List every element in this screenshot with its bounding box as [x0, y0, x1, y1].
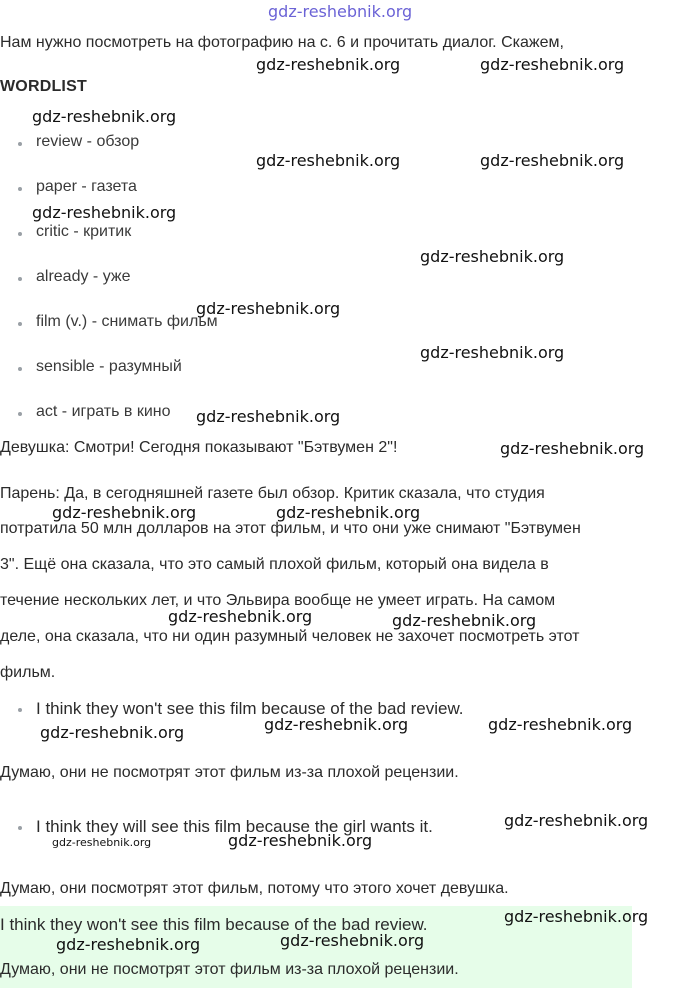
- watermark: gdz-reshebnik.org: [500, 439, 645, 458]
- watermark: gdz-reshebnik.org: [56, 935, 201, 954]
- option-statement: I think they won't see this film because of the bad review.: [36, 699, 464, 718]
- wordlist-item-text: review - обзор: [36, 133, 140, 150]
- bullet-icon: [18, 412, 22, 416]
- watermark: gdz-reshebnik.org: [228, 831, 373, 850]
- option-translation: Думаю, они посмотрят этот фильм, потому что этого хочет девушка.: [0, 880, 509, 897]
- bullet-icon: [18, 277, 22, 281]
- bullet-icon: [18, 367, 22, 371]
- dialogue-boy-line: 3". Ещё она сказала, что это самый плохой фильм, который она видела в: [0, 556, 549, 573]
- watermark: gdz-reshebnik.org: [196, 299, 341, 318]
- watermark: gdz-reshebnik.org: [196, 407, 341, 426]
- watermark: gdz-reshebnik.org: [504, 907, 649, 926]
- watermark: gdz-reshebnik.org: [420, 343, 565, 362]
- bullet-icon: [18, 232, 22, 236]
- watermark: gdz-reshebnik.org: [392, 611, 537, 630]
- wordlist-item-text: paper - газета: [36, 178, 137, 195]
- watermark: gdz-reshebnik.org: [40, 723, 185, 742]
- dialogue-boy-line: Парень: Да, в сегодняшней газете был обзор. Критик сказала, что студия: [0, 485, 545, 502]
- bullet-icon: [18, 708, 22, 712]
- watermark: gdz-reshebnik.org: [280, 931, 425, 950]
- watermark: gdz-reshebnik.org: [168, 607, 313, 626]
- watermark: gdz-reshebnik.org: [420, 247, 565, 266]
- dialogue-boy-line: деле, она сказала, что ни один разумный человек не захочет посмотреть этот: [0, 628, 580, 645]
- watermark: gdz-reshebnik.org: [256, 151, 401, 170]
- wordlist-heading: WORDLIST: [0, 78, 87, 95]
- watermark: gdz-reshebnik.org: [264, 715, 409, 734]
- watermark: gdz-reshebnik.org: [504, 811, 649, 830]
- bullet-icon: [18, 826, 22, 830]
- watermark: gdz-reshebnik.org: [52, 836, 152, 849]
- bullet-icon: [18, 322, 22, 326]
- dialogue-girl-line: Девушка: Смотри! Сегодня показывают "Бэтвумен 2"!: [0, 439, 398, 456]
- option-translation: Думаю, они не посмотрят этот фильм из-за плохой рецензии.: [0, 764, 459, 781]
- watermark: gdz-reshebnik.org: [276, 503, 421, 522]
- watermark: gdz-reshebnik.org: [256, 55, 401, 74]
- wordlist-item-text: act - играть в кино: [36, 403, 171, 420]
- dialogue-boy-line: фильм.: [0, 664, 56, 681]
- wordlist-item-text: critic - критик: [36, 223, 132, 240]
- dialogue-boy-line: течение нескольких лет, и что Эльвира вообще не умеет играть. На самом: [0, 592, 556, 609]
- intro-text: Нам нужно посмотреть на фотографию на с. 6 и прочитать диалог. Скажем,: [0, 34, 564, 51]
- watermark: gdz-reshebnik.org: [480, 151, 625, 170]
- answer-translation: Думаю, они не посмотрят этот фильм из-за плохой рецензии.: [0, 961, 459, 978]
- watermark: gdz-reshebnik.org: [488, 715, 633, 734]
- watermark: gdz-reshebnik.org: [480, 55, 625, 74]
- watermark: gdz-reshebnik.org: [32, 203, 177, 222]
- wordlist-item-text: sensible - разумный: [36, 358, 182, 375]
- dialogue-boy-line: потратила 50 млн долларов на этот фильм, и что они уже снимают "Бэтвумен: [0, 520, 581, 537]
- watermark: gdz-reshebnik.org: [52, 503, 197, 522]
- top-watermark: gdz-reshebnik.org: [268, 2, 413, 21]
- bullet-icon: [18, 142, 22, 146]
- bullet-icon: [18, 187, 22, 191]
- option-statement: I think they will see this film because the girl wants it.: [36, 817, 433, 836]
- wordlist-item-text: already - уже: [36, 268, 131, 285]
- wordlist-item-text: film (v.) - снимать фильм: [36, 313, 218, 330]
- answer-statement: I think they won't see this film because of the bad review.: [0, 915, 428, 934]
- watermark: gdz-reshebnik.org: [32, 107, 177, 126]
